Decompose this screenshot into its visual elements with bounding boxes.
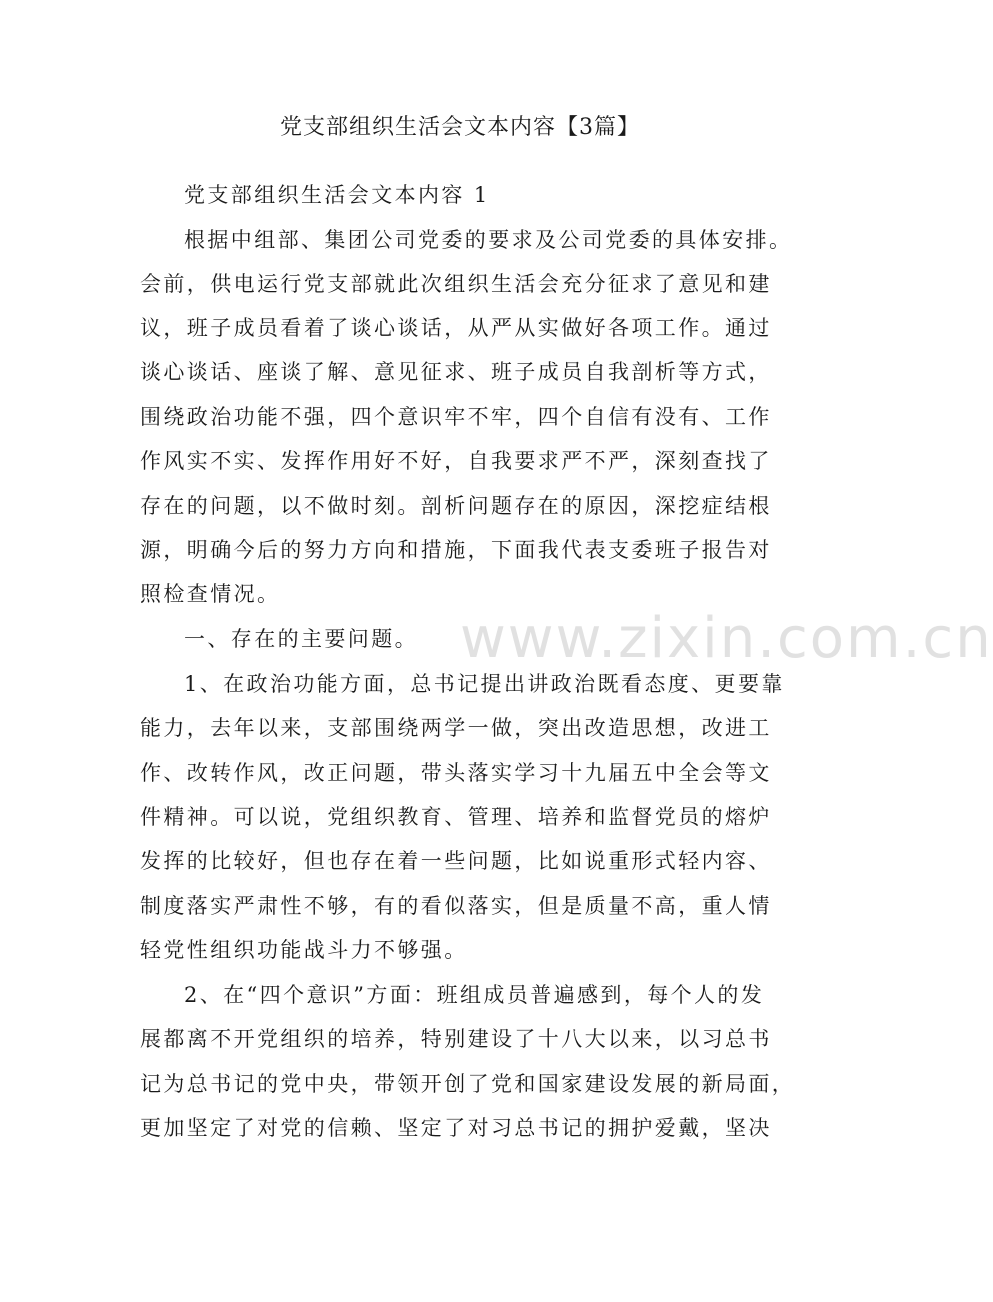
paragraph-line: 轻党性组织功能战斗力不够强。: [140, 938, 468, 962]
paragraph-line: 围绕政治功能不强，四个意识牢不牢，四个自信有没有、工作: [140, 405, 772, 429]
paragraph-line: 发挥的比较好，但也存在着一些问题，比如说重形式轻内容、: [140, 849, 772, 873]
paragraph-line: 照检查情况。: [140, 582, 281, 606]
paragraph-line: 根据中组部、集团公司党委的要求及公司党委的具体安排。: [184, 228, 793, 252]
paragraph-line: 制度落实严肃性不够，有的看似落实，但是质量不高，重人情: [140, 894, 772, 918]
paragraph-line: 1、在政治功能方面，总书记提出讲政治既看态度、更要靠: [184, 672, 785, 696]
subheading: 一、存在的主要问题。: [184, 627, 418, 651]
paragraph-line: 作风实不实、发挥作用好不好，自我要求严不严，深刻查找了: [140, 449, 772, 473]
paragraph-line: 谈心谈话、座谈了解、意见征求、班子成员自我剖析等方式，: [140, 360, 772, 384]
paragraph-line: 2、在“四个意识”方面：班组成员普遍感到，每个人的发: [184, 983, 765, 1007]
paragraph-line: 存在的问题，以不做时刻。剖析问题存在的原因，深挖症结根: [140, 494, 772, 518]
watermark: www.zixin.com.cn: [460, 606, 993, 671]
paragraph-line: 源，明确今后的努力方向和措施，下面我代表支委班子报告对: [140, 538, 772, 562]
paragraph-line: 更加坚定了对党的信赖、坚定了对习总书记的拥护爱戴，坚决: [140, 1116, 772, 1140]
paragraph-line: 件精神。可以说，党组织教育、管理、培养和监督党员的熔炉: [140, 805, 772, 829]
paragraph-line: 能力，去年以来，支部围绕两学一做，突出改造思想，改进工: [140, 716, 772, 740]
paragraph-line: 记为总书记的党中央，带领开创了党和国家建设发展的新局面，: [140, 1072, 796, 1096]
paragraph-line: 作、改转作风，改正问题，带头落实学习十九届五中全会等文: [140, 761, 772, 785]
paragraph-line: 展都离不开党组织的培养，特别建设了十八大以来，以习总书: [140, 1027, 772, 1051]
section-heading: 党支部组织生活会文本内容 1: [184, 183, 490, 207]
paragraph-line: 议，班子成员看着了谈心谈话，从严从实做好各项工作。通过: [140, 316, 772, 340]
document-title: 党支部组织生活会文本内容【3篇】: [280, 115, 640, 140]
paragraph-line: 会前，供电运行党支部就此次组织生活会充分征求了意见和建: [140, 272, 772, 296]
